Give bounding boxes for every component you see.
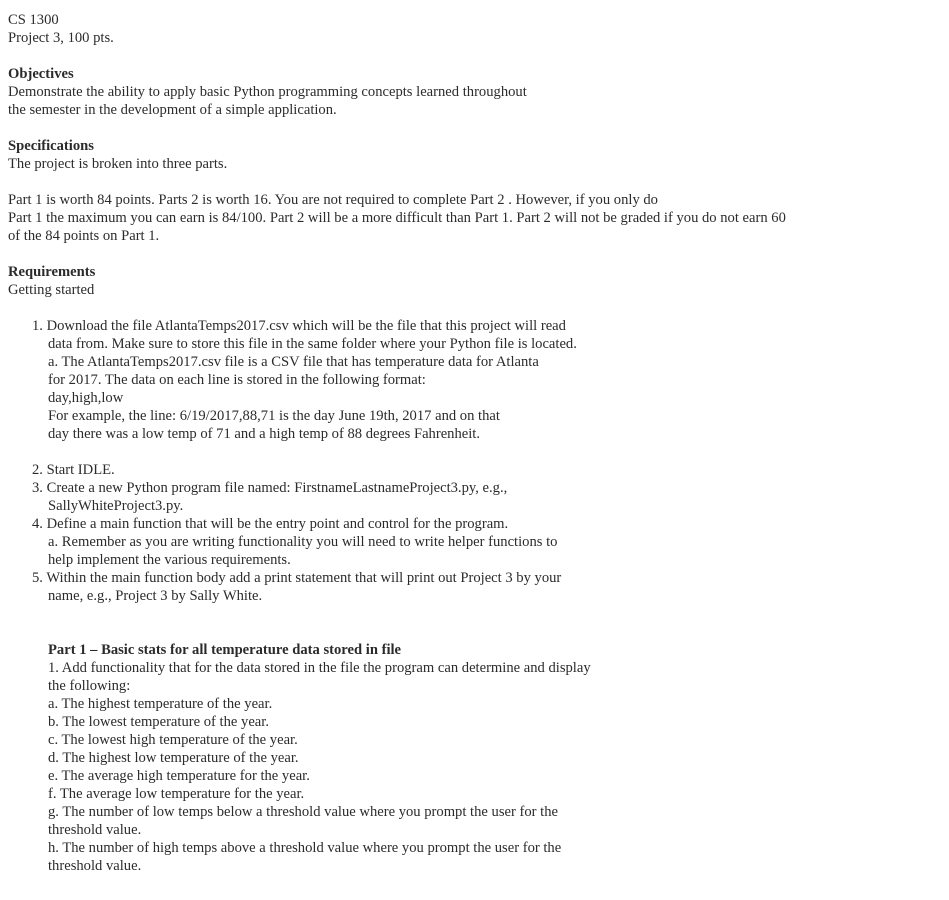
list-item: 5. Within the main function body add a print statement that will print out Project 3 by your <box>32 570 562 586</box>
list-item: e. The average high temperature for the year. <box>48 768 310 784</box>
list-item: g. The number of low temps below a threshold value where you prompt the user for the <box>48 804 558 820</box>
course-title: CS 1300 <box>8 12 59 28</box>
list-item: 1. Download the file AtlantaTemps2017.csv which will be the file that this project will read <box>32 318 566 334</box>
list-item: data from. Make sure to store this file in the same folder where your Python file is located. <box>48 336 577 352</box>
part1-section <box>8 641 938 875</box>
list-item: name, e.g., Project 3 by Sally White. <box>48 588 263 604</box>
list-item: for 2017. The data on each line is stored in the following format: <box>48 372 426 388</box>
list-item: a. The highest temperature of the year. <box>48 696 273 712</box>
list-item: 2. Start IDLE. <box>32 462 115 478</box>
specifications-line: The project is broken into three parts. <box>8 156 228 172</box>
list-item: d. The highest low temperature of the year. <box>48 750 299 766</box>
list-item: h. The number of high temps above a threshold value where you prompt the user for the <box>48 840 562 856</box>
list-item: day,high,low <box>48 390 124 406</box>
list-item: SallyWhiteProject3.py. <box>48 498 184 514</box>
list-item: help implement the various requirements. <box>48 552 291 568</box>
getting-started-block-1 <box>8 317 938 443</box>
list-item: threshold value. <box>48 858 142 874</box>
list-item: 1. Add functionality that for the data stored in the file the program can determine and display <box>48 660 591 676</box>
list-item: a. The AtlantaTemps2017.csv file is a CSV file that has temperature data for Atlanta <box>48 354 539 370</box>
list-item: a. Remember as you are writing functionality you will need to write helper functions to <box>48 534 558 550</box>
project-title: Project 3, 100 pts. <box>8 30 114 46</box>
list-item: f. The average low temperature for the year. <box>48 786 305 802</box>
objectives-line: the semester in the development of a simple application. <box>8 102 337 118</box>
points-line: of the 84 points on Part 1. <box>8 228 160 244</box>
part1-heading: Part 1 – Basic stats for all temperature data stored in file <box>48 642 402 658</box>
list-item: b. The lowest temperature of the year. <box>48 714 269 730</box>
list-item: For example, the line: 6/19/2017,88,71 is the day June 19th, 2017 and on that <box>48 408 500 424</box>
objectives-heading: Objectives <box>8 66 74 82</box>
list-item: the following: <box>48 678 131 694</box>
getting-started-subheading: Getting started <box>8 282 95 298</box>
points-line: Part 1 is worth 84 points. Parts 2 is worth 16. You are not required to complete Part 2 . However, if you only do <box>8 192 658 208</box>
document <box>8 11 938 875</box>
list-item: threshold value. <box>48 822 142 838</box>
requirements-heading: Requirements <box>8 264 96 280</box>
list-item: c. The lowest high temperature of the year. <box>48 732 298 748</box>
points-line: Part 1 the maximum you can earn is 84/100. Part 2 will be a more difficult than Part 1. Part 2 will not be graded if you do not earn 60 <box>8 210 786 226</box>
list-item: day there was a low temp of 71 and a high temp of 88 degrees Fahrenheit. <box>48 426 481 442</box>
specifications-heading: Specifications <box>8 138 94 154</box>
list-item: 3. Create a new Python program file named: FirstnameLastnameProject3.py, e.g., <box>32 480 508 496</box>
getting-started-block-2 <box>8 461 938 605</box>
list-item: 4. Define a main function that will be the entry point and control for the program. <box>32 516 509 532</box>
objectives-line: Demonstrate the ability to apply basic Python programming concepts learned throughout <box>8 84 527 100</box>
